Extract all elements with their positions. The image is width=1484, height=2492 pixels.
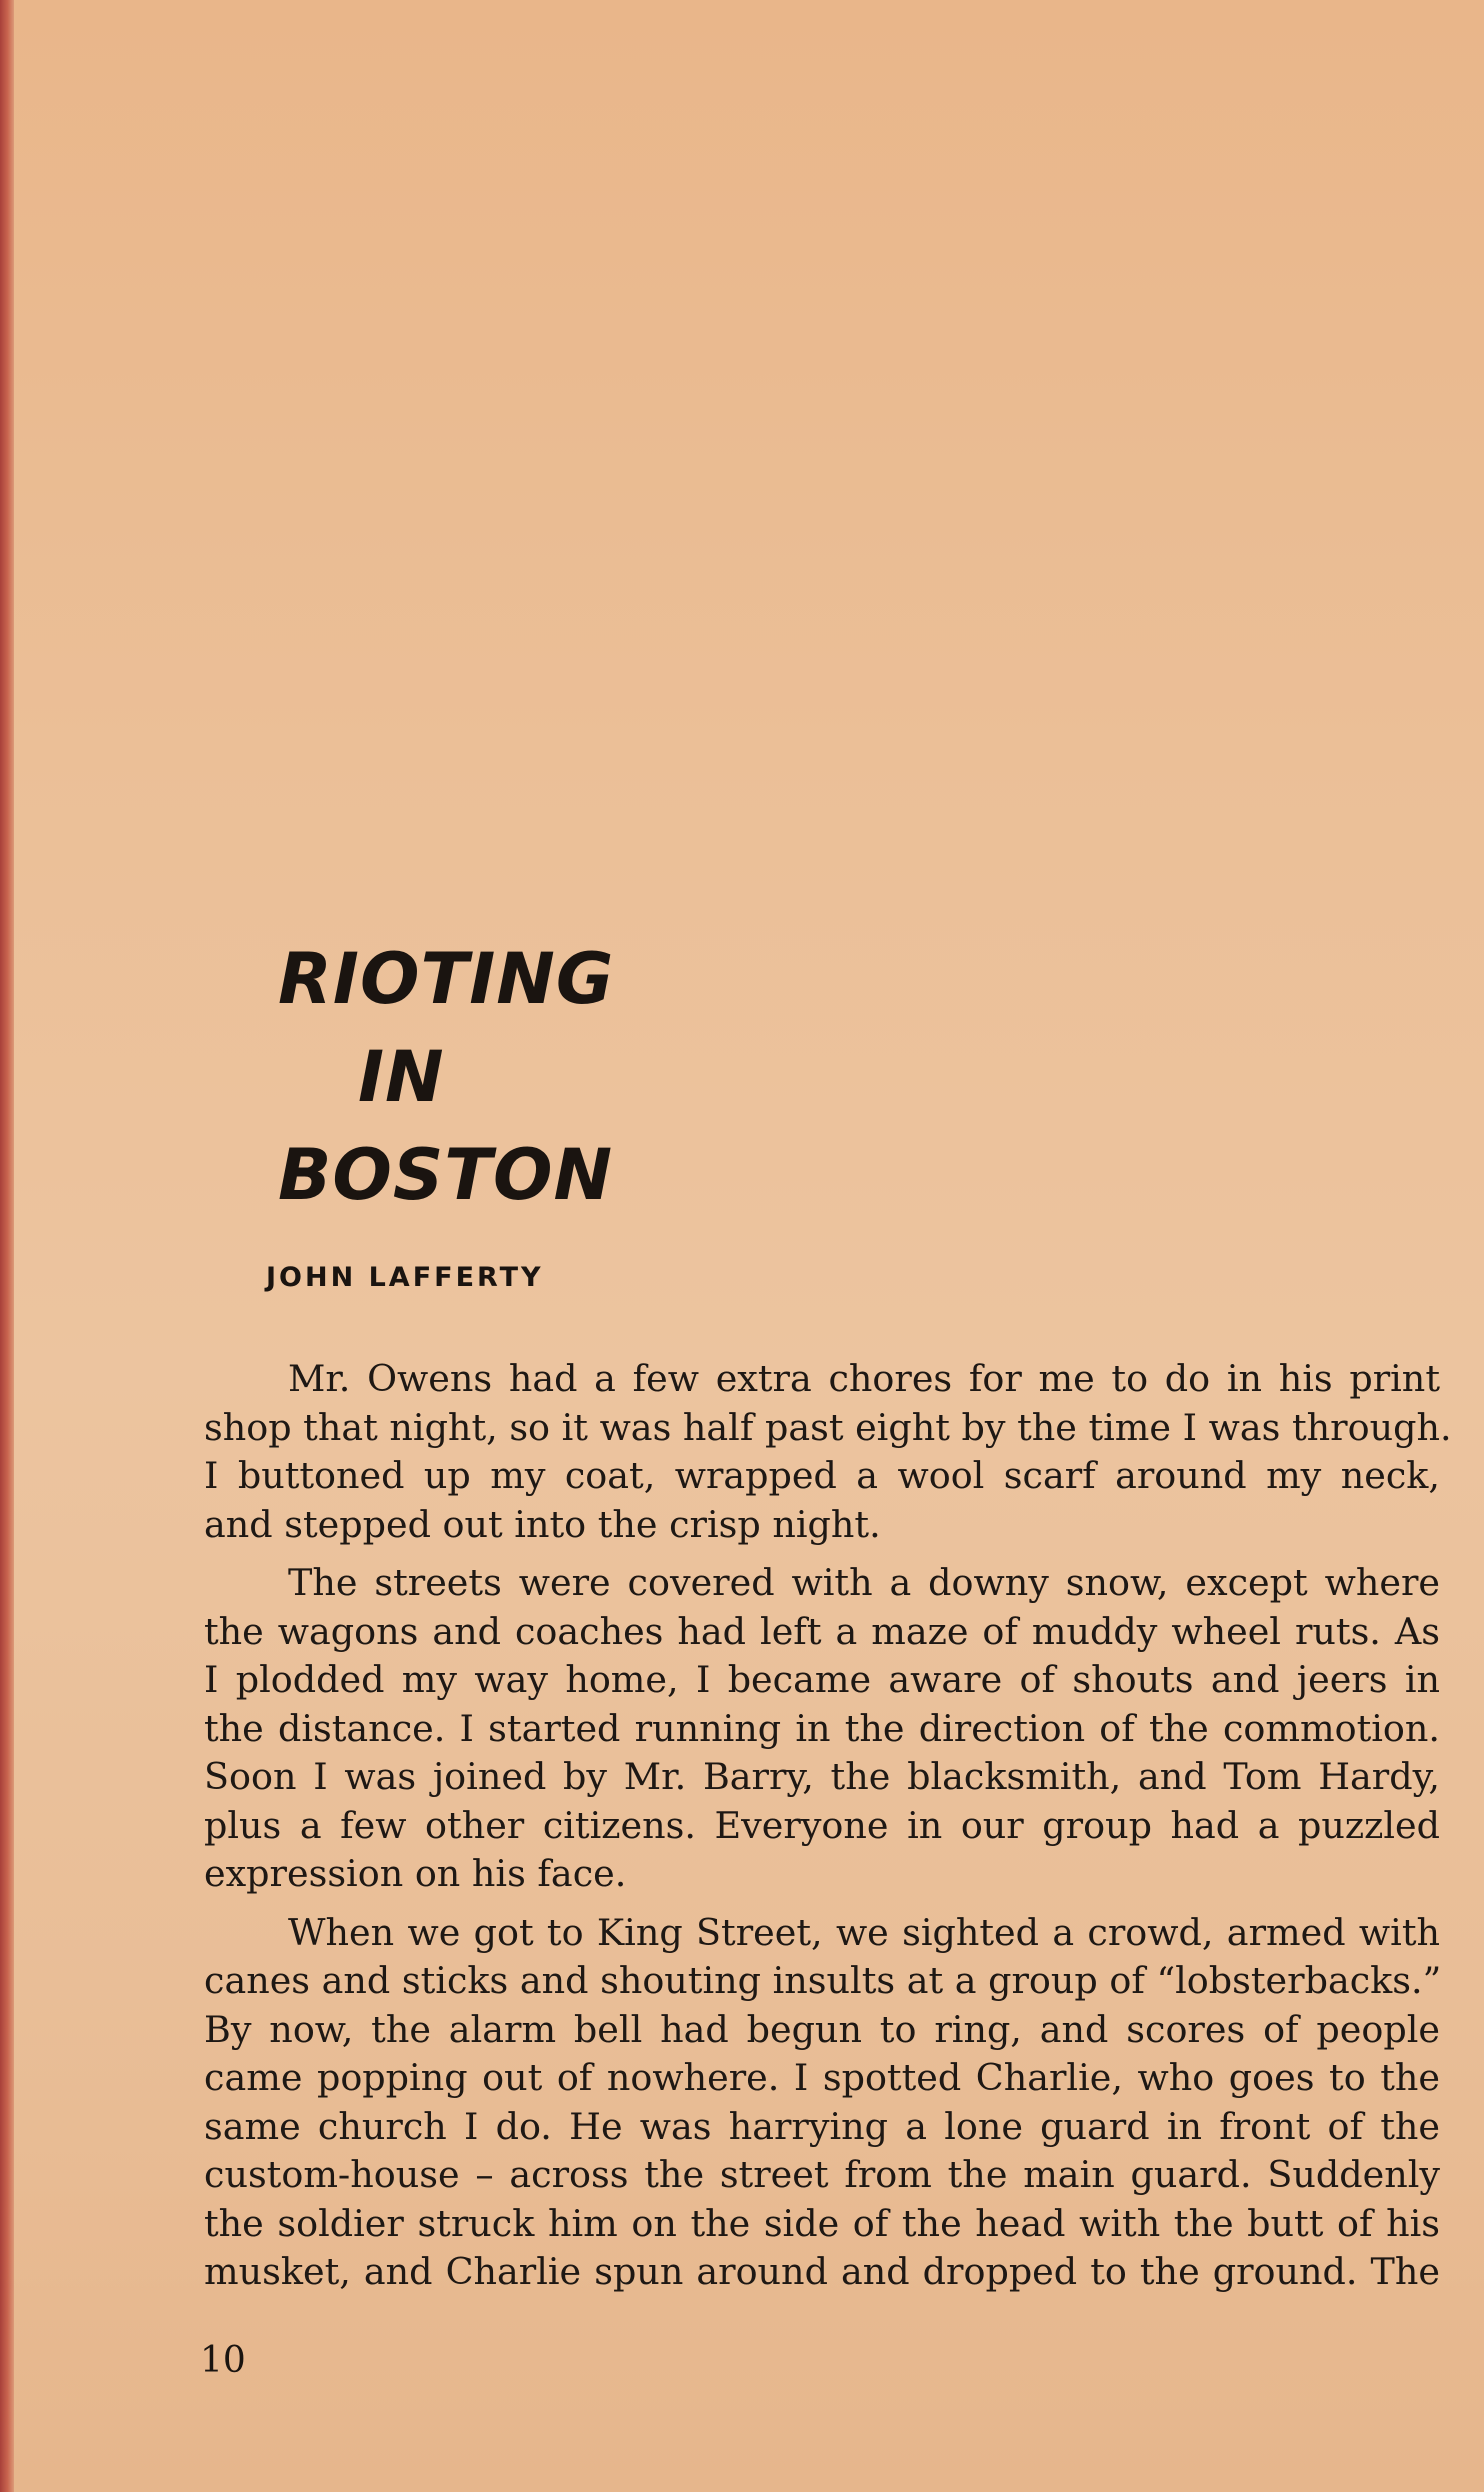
text-line: When we got to King Street, we sighted a crowd, armed with — [288, 1910, 1440, 1954]
text-line: the wagons and coaches had left a maze of muddy wheel ruts. As — [204, 1609, 1440, 1653]
title-line-2: IN — [358, 1036, 445, 1118]
text-line: and stepped out into the crisp night. — [204, 1502, 881, 1546]
story-title — [278, 930, 878, 1224]
text-line: canes and sticks and shouting insults at a group of “lobsterbacks.” — [204, 1959, 1442, 2002]
text-line: Mr. Owens had a few extra chores for me to do in his print — [288, 1357, 1440, 1400]
text-line: I plodded my way home, I became aware of shouts and jeers in — [204, 1658, 1440, 1701]
author-byline: JOHN LAFFERTY — [266, 1262, 544, 1293]
paragraph-2 — [204, 1559, 1440, 1899]
text-line: musket, and Charlie spun around and dropped to the ground. The — [204, 2250, 1440, 2293]
text-line: The streets were covered with a downy snow, except where — [288, 1561, 1440, 1604]
text-line: custom-house – across the street from the main guard. Suddenly — [204, 2153, 1440, 2196]
text-line: expression on his face. — [204, 1852, 627, 1895]
text-line: same church I do. He was harrying a lone guard in front of the — [204, 2104, 1440, 2148]
text-line: came popping out of nowhere. I spotted Charlie, who goes to the — [204, 2056, 1440, 2099]
text-line: the distance. I started running in the direction of the commotion. — [204, 1706, 1440, 1750]
text-line: plus a few other citizens. Everyone in our group had a puzzled — [204, 1803, 1440, 1847]
text-line: shop that night, so it was half past eight by the time I was through. — [204, 1405, 1452, 1449]
text-line: Soon I was joined by Mr. Barry, the blacksmith, and Tom Hardy, — [204, 1755, 1440, 1798]
title-line-3: BOSTON — [278, 1134, 614, 1216]
paragraph-3 — [204, 1909, 1440, 2297]
paragraph-1 — [204, 1355, 1452, 1549]
page-spine-edge — [0, 0, 14, 2492]
page-number: 10 — [200, 2340, 246, 2381]
text-line: By now, the alarm bell had begun to ring, and scores of people — [204, 2007, 1440, 2051]
title-line-1: RIOTING — [278, 938, 615, 1020]
text-line: I buttoned up my coat, wrapped a wool scarf around my neck, — [204, 1454, 1440, 1497]
story-body — [204, 1355, 1452, 2307]
text-line: the soldier struck him on the side of the head with the butt of his — [204, 2201, 1440, 2245]
